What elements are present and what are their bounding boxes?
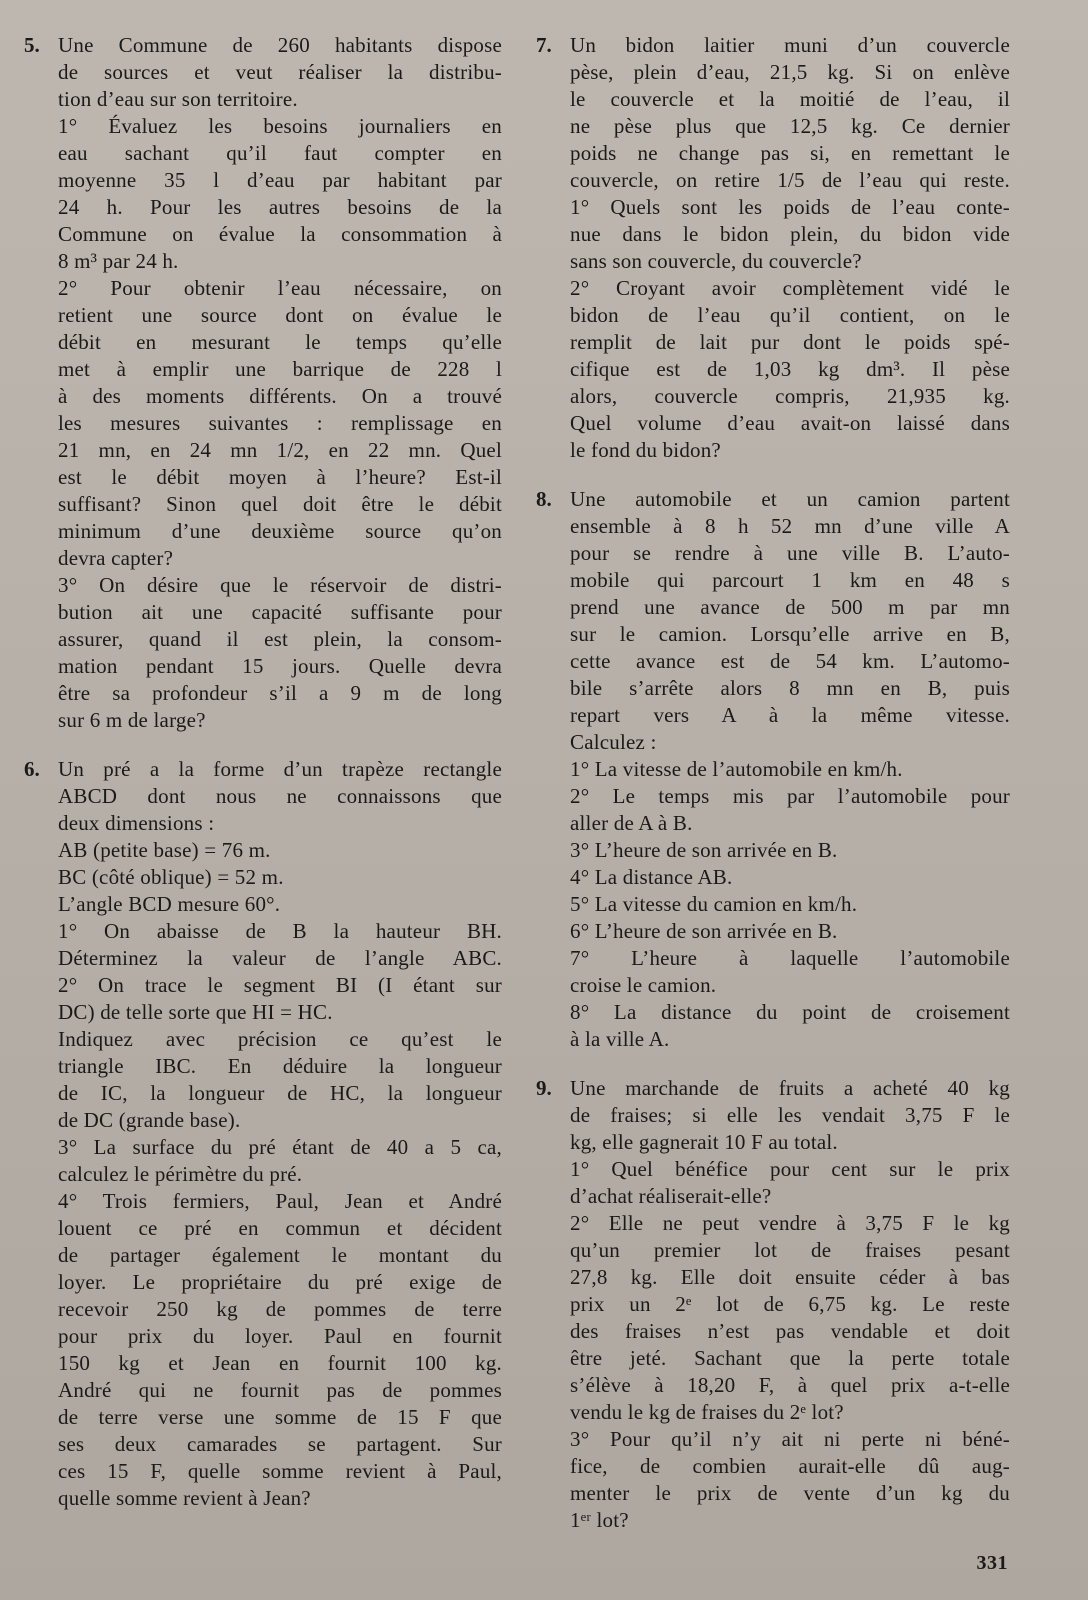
text-line: des fraises n’est pas vendable et doit (570, 1319, 1010, 1343)
text-line: pour se rendre à une ville B. L’auto- (570, 541, 1010, 565)
exercise (24, 756, 502, 1512)
exercise-number: 8. (536, 487, 552, 511)
text-line: pèse, plein d’eau, 21,5 kg. Si on enlève (570, 60, 1010, 84)
text-line: 1° Quels sont les poids de l’eau conte- (570, 195, 1010, 219)
text-line: 2° Elle ne peut vendre à 3,75 F le kg (570, 1211, 1010, 1235)
text-line: débit en mesurant le temps qu’elle (58, 330, 502, 354)
text-line: 1° Évaluez les besoins journaliers en (58, 114, 502, 138)
text-line: 2° Le temps mis par l’automobile pour (570, 784, 1010, 808)
text-line: 7° L’heure à laquelle l’automobile (570, 946, 1010, 970)
text-line: 1° La vitesse de l’automobile en km/h. (570, 757, 903, 781)
text-line: 150 kg et Jean en fournit 100 kg. (58, 1351, 502, 1375)
right-column (536, 32, 1010, 1556)
text-line: Quel volume d’eau avait-on laissé dans (570, 411, 1010, 435)
text-line: retient une source dont on évalue le (58, 303, 502, 327)
text-line: fice, de combien aurait-elle dû aug- (570, 1454, 1010, 1478)
text-line: moyenne 35 l d’eau par habitant par (58, 168, 502, 192)
text-line: Déterminez la valeur de l’angle ABC. (58, 946, 502, 970)
text-line: Une automobile et un camion partent (570, 487, 1010, 511)
text-line: 21 mn, en 24 mn 1/2, en 22 mn. Quel (58, 438, 502, 462)
text-line: DC) de telle sorte que HI = HC. (58, 1000, 333, 1024)
text-line: triangle IBC. En déduire la longueur (58, 1054, 502, 1078)
text-line: de fraises; si elle les vendait 3,75 F le (570, 1103, 1010, 1127)
text-line: de DC (grande base). (58, 1108, 241, 1132)
text-line: eau sachant qu’il faut compter en (58, 141, 502, 165)
text-line: kg, elle gagnerait 10 F au total. (570, 1130, 838, 1154)
text-line: met à emplir une barrique de 228 l (58, 357, 502, 381)
text-line: Commune on évalue la consommation à (58, 222, 502, 246)
text-line: ensemble à 8 h 52 mn d’une ville A (570, 514, 1010, 538)
text-line: menter le prix de vente d’un kg du (570, 1481, 1010, 1505)
text-line: aller de A à B. (570, 811, 693, 835)
text-line: repart vers A à la même vitesse. (570, 703, 1010, 727)
exercise-number: 9. (536, 1076, 552, 1100)
exercise (536, 486, 1010, 1053)
text-line: 1° On abaisse de B la hauteur BH. (58, 919, 502, 943)
exercise-number: 7. (536, 33, 552, 57)
text-line: d’achat réaliserait-elle? (570, 1184, 772, 1208)
text-line: pour prix du loyer. Paul en fournit (58, 1324, 502, 1348)
text-line: ne pèse plus que 12,5 kg. Ce dernier (570, 114, 1010, 138)
text-line: s’élève à 18,20 F, à quel prix a-t-elle (570, 1373, 1010, 1397)
text-line: croise le camion. (570, 973, 717, 997)
text-line: suffisant? Sinon quel doit être le débit (58, 492, 502, 516)
text-line: de IC, la longueur de HC, la longueur (58, 1081, 502, 1105)
text-line: ses deux camarades se partagent. Sur (58, 1432, 502, 1456)
text-line: vendu le kg de fraises du 2ᵉ lot? (570, 1400, 844, 1424)
text-line: 8° La distance du point de croisement (570, 1000, 1010, 1024)
text-line: sur le camion. Lorsqu’elle arrive en B, (570, 622, 1010, 646)
text-line: être jeté. Sachant que la perte totale (570, 1346, 1010, 1370)
exercise-number: 6. (24, 757, 40, 781)
text-line: cifique est de 1,03 kg dm³. Il pèse (570, 357, 1010, 381)
text-line: le couvercle et la moitié de l’eau, il (570, 87, 1010, 111)
text-line: Un bidon laitier muni d’un couvercle (570, 33, 1010, 57)
text-line: loyer. Le propriétaire du pré exige de (58, 1270, 502, 1294)
text-line: cette avance est de 54 km. L’automo- (570, 649, 1010, 673)
text-line: ABCD dont nous ne connaissons que (58, 784, 502, 808)
text-line: 5° La vitesse du camion en km/h. (570, 892, 858, 916)
text-line: 24 h. Pour les autres besoins de la (58, 195, 502, 219)
text-line: ces 15 F, quelle somme revient à Paul, (58, 1459, 502, 1483)
text-line: de sources et veut réaliser la distribu- (58, 60, 502, 84)
text-line: André qui ne fournit pas de pommes (58, 1378, 502, 1402)
text-line: le fond du bidon? (570, 438, 721, 462)
left-column (24, 32, 502, 1534)
text-line: être sa profondeur s’il a 9 m de long (58, 681, 502, 705)
text-line: 3° On désire que le réservoir de distri- (58, 573, 502, 597)
text-line: bution ait une capacité suffisante pour (58, 600, 502, 624)
exercise (536, 1075, 1010, 1534)
text-line: louent ce pré en commun et décident (58, 1216, 502, 1240)
text-line: 3° Pour qu’il n’y ait ni perte ni béné- (570, 1427, 1010, 1451)
text-line: mobile qui parcourt 1 km en 48 s (570, 568, 1010, 592)
text-line: alors, couvercle compris, 21,935 kg. (570, 384, 1010, 408)
text-line: à des moments différents. On a trouvé (58, 384, 502, 408)
text-line: 1° Quel bénéfice pour cent sur le prix (570, 1157, 1010, 1181)
text-line: 2° Croyant avoir complètement vidé le (570, 276, 1010, 300)
text-line: Une marchande de fruits a acheté 40 kg (570, 1076, 1010, 1100)
text-line: remplit de lait pur dont le poids spé- (570, 330, 1010, 354)
text-line: 3° L’heure de son arrivée en B. (570, 838, 838, 862)
text-line: quelle somme revient à Jean? (58, 1486, 311, 1510)
text-line: Calculez : (570, 730, 657, 754)
text-line: bile s’arrête alors 8 mn en B, puis (570, 676, 1010, 700)
text-line: à la ville A. (570, 1027, 670, 1051)
text-line: devra capter? (58, 546, 174, 570)
text-line: 1ᵉʳ lot? (570, 1508, 629, 1532)
text-line: 4° La distance AB. (570, 865, 733, 889)
exercise (536, 32, 1010, 464)
exercise (24, 32, 502, 734)
text-line: bidon de l’eau qu’il contient, on le (570, 303, 1010, 327)
text-line: 27,8 kg. Elle doit ensuite céder à bas (570, 1265, 1010, 1289)
text-line: minimum d’une deuxième source qu’on (58, 519, 502, 543)
text-line: qu’un premier lot de fraises pesant (570, 1238, 1010, 1262)
text-line: poids ne change pas si, en remettant le (570, 141, 1010, 165)
page-number: 331 (976, 1552, 1008, 1574)
text-line: mation pendant 15 jours. Quelle devra (58, 654, 502, 678)
text-line: Indiquez avec précision ce qu’est le (58, 1027, 502, 1051)
text-line: Un pré a la forme d’un trapèze rectangle (58, 757, 502, 781)
text-line: assurer, quand il est plein, la consom- (58, 627, 502, 651)
text-line: tion d’eau sur son territoire. (58, 87, 298, 111)
text-line: couvercle, on retire 1/5 de l’eau qui reste. (570, 168, 1010, 192)
text-line: 2° On trace le segment BI (I étant sur (58, 973, 502, 997)
text-line: de partager également le montant du (58, 1243, 502, 1267)
text-line: prend une avance de 500 m par mn (570, 595, 1010, 619)
text-line: BC (côté oblique) = 52 m. (58, 865, 284, 889)
text-line: 6° L’heure de son arrivée en B. (570, 919, 838, 943)
text-line: L’angle BCD mesure 60°. (58, 892, 281, 916)
text-line: les mesures suivantes : remplissage en (58, 411, 502, 435)
text-line: sur 6 m de large? (58, 708, 206, 732)
text-line: 8 m³ par 24 h. (58, 249, 179, 273)
text-line: recevoir 250 kg de pommes de terre (58, 1297, 502, 1321)
text-line: Une Commune de 260 habitants dispose (58, 33, 502, 57)
text-line: est le débit moyen à l’heure? Est-il (58, 465, 502, 489)
text-line: deux dimensions : (58, 811, 215, 835)
text-line: 4° Trois fermiers, Paul, Jean et André (58, 1189, 502, 1213)
text-line: prix un 2ᵉ lot de 6,75 kg. Le reste (570, 1292, 1010, 1316)
text-line: 2° Pour obtenir l’eau nécessaire, on (58, 276, 502, 300)
text-line: calculez le périmètre du pré. (58, 1162, 303, 1186)
text-line: sans son couvercle, du couvercle? (570, 249, 862, 273)
text-line: de terre verse une somme de 15 F que (58, 1405, 502, 1429)
text-line: 3° La surface du pré étant de 40 a 5 ca, (58, 1135, 502, 1159)
text-line: nue dans le bidon plein, du bidon vide (570, 222, 1010, 246)
exercise-number: 5. (24, 33, 40, 57)
text-line: AB (petite base) = 76 m. (58, 838, 271, 862)
